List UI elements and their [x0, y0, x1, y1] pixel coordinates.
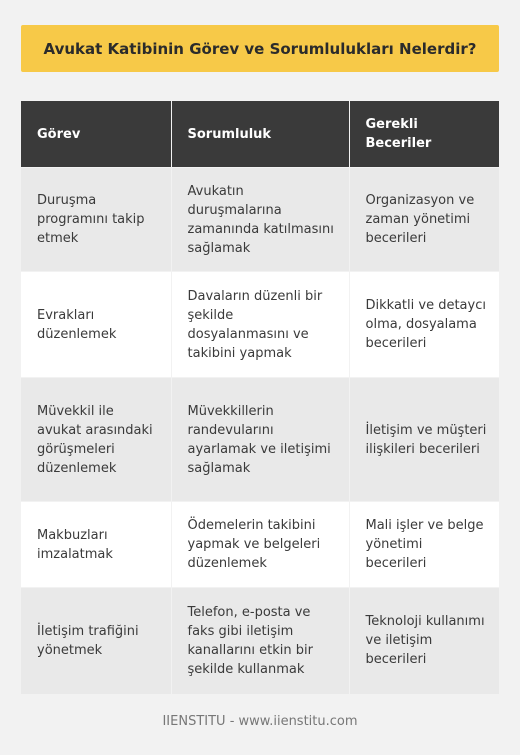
table-row — [21, 272, 499, 378]
header-sorumluluk: Sorumluluk — [171, 101, 349, 168]
header-gorev: Görev — [21, 101, 171, 168]
table-row — [21, 168, 499, 272]
table-cell: Müvekkil ile avukat arasındaki görüşmeleri düzenlemek — [21, 378, 171, 502]
table-cell: Avukatın duruşmalarına zamanında katılmasını sağlamak — [171, 168, 349, 272]
footer-credit: IIENSTITU - www.iienstitu.com — [162, 714, 358, 729]
table-cell: Duruşma programını takip etmek — [21, 168, 171, 272]
table-header-row — [21, 101, 499, 168]
table-cell: Makbuzları imzalatmak — [21, 502, 171, 588]
table-cell: Organizasyon ve zaman yönetimi becerileri — [349, 168, 499, 272]
table-cell: Telefon, e-posta ve faks gibi iletişim kanallarını etkin bir şekilde kullanmak — [171, 588, 349, 694]
table-cell: Teknoloji kullanımı ve iletişim becerileri — [349, 588, 499, 694]
header-beceriler: Gerekli Beceriler — [349, 101, 499, 168]
table-cell: Mali işler ve belge yönetimi becerileri — [349, 502, 499, 588]
table-cell: Ödemelerin takibini yapmak ve belgeleri düzenlemek — [171, 502, 349, 588]
table-cell: Davaların düzenli bir şekilde dosyalanmasını ve takibini yapmak — [171, 272, 349, 378]
table-cell: İletişim trafiğini yönetmek — [21, 588, 171, 694]
title-banner — [21, 25, 499, 72]
table-row — [21, 378, 499, 502]
table-row — [21, 588, 499, 694]
table-cell: İletişim ve müşteri ilişkileri becerileri — [349, 378, 499, 502]
page-title: Avukat Katibinin Görev ve Sorumlulukları Nelerdir? — [43, 39, 477, 58]
table-cell: Dikkatli ve detaycı olma, dosyalama becerileri — [349, 272, 499, 378]
table-cell: Müvekkillerin randevularını ayarlamak ve iletişimi sağlamak — [171, 378, 349, 502]
duties-table — [21, 101, 499, 694]
table-row — [21, 502, 499, 588]
table-cell: Evrakları düzenlemek — [21, 272, 171, 378]
